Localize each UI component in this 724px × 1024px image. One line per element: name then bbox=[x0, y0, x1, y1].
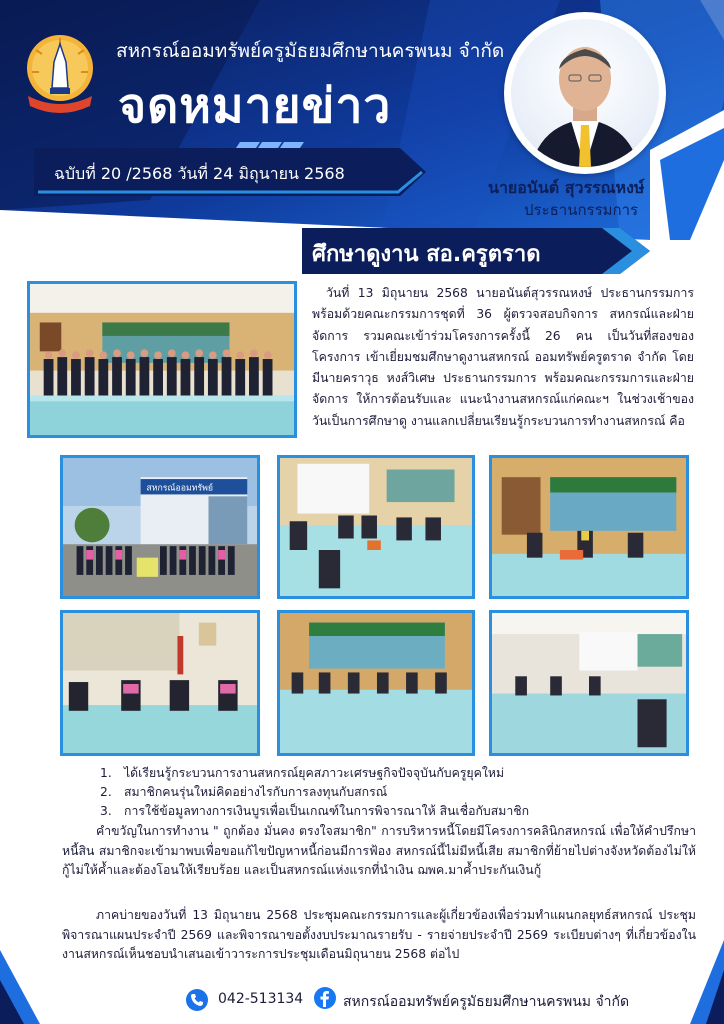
phone-icon[interactable] bbox=[186, 989, 208, 1011]
president-portrait bbox=[504, 12, 666, 174]
cooperative-logo bbox=[24, 32, 96, 118]
photo-conference-room bbox=[489, 610, 689, 756]
photo-presentation-screen bbox=[277, 455, 475, 599]
president-title: ประธานกรรมการ bbox=[524, 201, 639, 219]
afternoon-paragraph: ภาคบ่ายของวันที่ 13 มิถุนายน 2568 ประชุมคณะกรรมการและผู้เกี่ยวข้องเพื่อร่วมทำแผนกลยุทธ์สหกรณ์ ประชุมพิจารณาแผนประจำปี 2569 และพิจารณาขอตั้งงบประมาณรายรับ - รายจ่ายประจำปี 2569 ระเบียบต่างๆ ที่เกี่ยวข้องในงานสหกรณ์เห็นชอบนำเสนอเข้าวาระการประชุมเดือนมิถุนายน 2568 ต่อไป bbox=[62, 908, 696, 962]
phone-number[interactable]: 042-513134 bbox=[218, 991, 304, 1007]
issue-number: ฉบับที่ 20 /2568 วันที่ 24 มิถุนายน 2568 bbox=[54, 164, 345, 183]
organization-name: สหกรณ์ออมทรัพย์ครูมัธยมศึกษานครพนม จำกัด bbox=[116, 40, 505, 62]
facebook-page-name[interactable]: สหกรณ์ออมทรัพย์ครูมัธยมศึกษานครพนม จำกัด bbox=[343, 994, 630, 1010]
photo-hosts-at-table bbox=[489, 455, 689, 599]
photo-meeting-table bbox=[277, 610, 475, 756]
list-item: 3. การใช้ข้อมูลทางการเงินบูรเพื่อเป็นเกณฑ์ในการพิจารณาให้ สินเชื่อกับสมาชิก bbox=[100, 804, 530, 818]
president-name: นายอนันต์ สุวรรณหงษ์ bbox=[488, 178, 645, 197]
intro-paragraph: วันที่ 13 มิถุนายน 2568 นายอนันต์สุวรรณหงษ์ ประธานกรรมการพร้อมด้วยคณะกรรมการชุดที่ 36 ผู้ตรวจสอบกิจการ สหกรณ์และฝ่ายจัดการ รวมคณะเข้าร่วมโครงการครั้งนี้ 26 คน เป็นวันที่สองของโครงการ เข้าเยี่ยมชมศึกษาดูงานสหกรณ์ ออมทรัพย์ครูตราด จำกัด โดยมีนายคราวุธ หงส์วิเศษ ประธานกรรมการ พร้อมคณะกรรมการและฝ่ายจัดการ ให้การต้อนรับและ แนะนำงานสหกรณ์แก่คณะฯ ในช่วงเช้าของวันเป็นการศึกษาดู งานแลกเปลี่ยนเรียนรู้กระบวนการทำงานสหกรณ์ คือ bbox=[312, 286, 694, 428]
section-heading: ศึกษาดูงาน สอ.ครูตราด bbox=[312, 242, 541, 267]
newsletter-title: จดหมายข่าว bbox=[118, 78, 392, 134]
building-sign: สหกรณ์ออมทรัพย์ bbox=[146, 483, 213, 494]
photo-guests-seated bbox=[60, 610, 260, 756]
photo-building-front bbox=[60, 455, 260, 599]
facebook-icon[interactable] bbox=[314, 987, 336, 1009]
topics-list bbox=[100, 764, 660, 821]
slogan-paragraph: คำขวัญในการทำงาน " ถูกต้อง มั่นคง ตรงใจสมาชิก" การบริหารหนี้โดยมีโครงการคลินิกสหกรณ์ เพื่อให้คำปรึกษาหนี้สิน สมาชิกจะเข้ามาพบเพื่อขอแก้ไขปัญหาหนี้ก่อนมีการฟ้อง สหกรณ์นี้ไม่มีหนี้เสีย สมาชิกที่ย้ายไปต่างจังหวัดต้องไม่ให้กู้ไม่ให้ค้ำและต้องโอนให้เรียบร้อย และเป็นสหกรณ์แห่งแรกที่นำเงิน ฌพค.มาค้ำประกันเงินกู้ bbox=[62, 824, 696, 878]
group-photo-meeting-room bbox=[27, 281, 297, 438]
list-item: 2. สมาชิกคนรุ่นใหม่คิดอย่างไรกับการลงทุนกับสกรณ์ bbox=[100, 785, 388, 799]
list-item: 1. ได้เรียนรู้กระบวนการงานสหกรณ์ยุคสภาวะเศรษฐกิจปัจจุบันกับครูยุคใหม่ bbox=[100, 766, 505, 780]
